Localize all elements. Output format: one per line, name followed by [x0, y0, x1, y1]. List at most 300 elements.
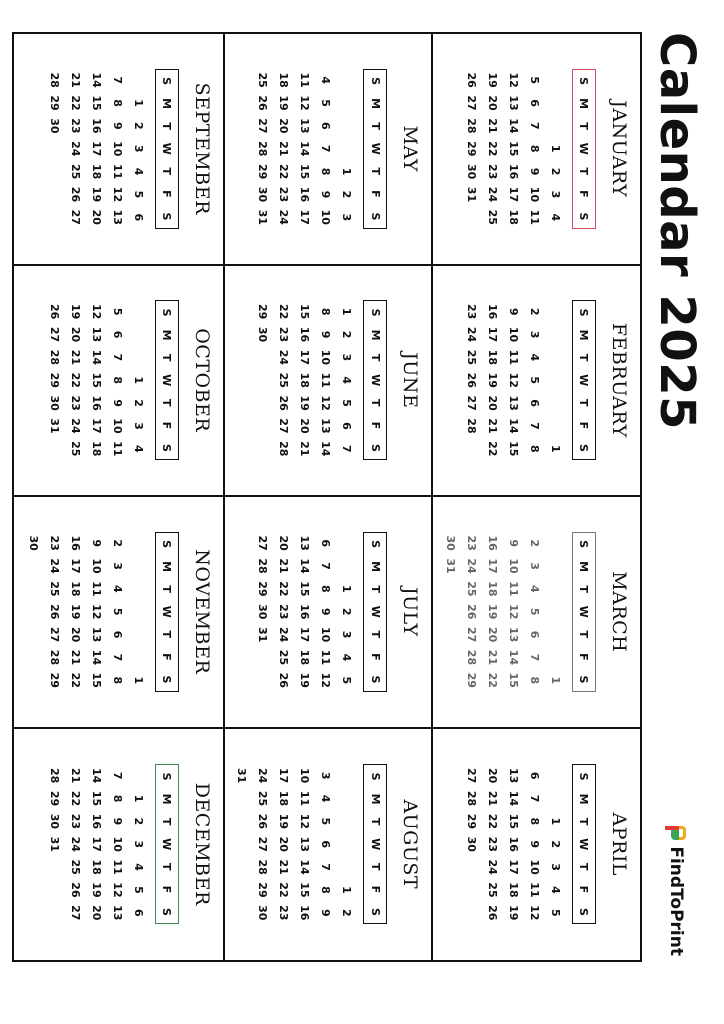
weekday-label: T: [368, 630, 382, 639]
weekday-label: S: [368, 772, 382, 781]
day-cell: 27: [256, 118, 270, 134]
day-cell: 15: [89, 372, 103, 388]
day-cell: 27: [465, 626, 478, 643]
day-cell: 6: [528, 99, 541, 107]
month-name: MAY: [399, 125, 422, 172]
day-cell: 8: [528, 444, 541, 453]
weekday-label: T: [160, 353, 174, 362]
day-cell: 12: [319, 395, 333, 411]
weekday-label: S: [577, 907, 591, 916]
day-cell: 17: [507, 859, 520, 875]
day-cell: 15: [89, 672, 103, 688]
month-name: AUGUST: [399, 799, 422, 890]
day-cell: 17: [298, 349, 312, 366]
day-cell: 7: [528, 653, 541, 662]
day-cell: 25: [486, 882, 499, 898]
day-cell: 29: [47, 95, 61, 111]
day-cell: 4: [131, 444, 145, 453]
day-cell: 4: [549, 213, 562, 222]
weekday-label: F: [368, 190, 382, 198]
weekday-header: [363, 69, 387, 229]
weekday-label: F: [577, 190, 591, 198]
day-cell: 9: [110, 817, 124, 826]
day-cell: 24: [465, 558, 478, 574]
day-cell: 27: [256, 535, 270, 551]
day-cell: 13: [298, 535, 312, 551]
weekday-label: S: [577, 212, 591, 221]
day-cell: 5: [528, 376, 541, 385]
day-cell: 29: [256, 304, 270, 320]
month-name: NOVEMBER: [190, 549, 213, 675]
weekday-label: S: [577, 675, 591, 684]
day-cell: 16: [486, 535, 499, 551]
day-cell: 16: [298, 186, 312, 203]
day-cell: 18: [277, 790, 291, 807]
day-cell: 20: [486, 768, 499, 784]
day-cell: 6: [319, 840, 333, 849]
month-october: [14, 266, 223, 498]
day-cell: 26: [486, 905, 499, 921]
day-cell: 3: [131, 422, 145, 430]
day-cell: 28: [277, 441, 291, 457]
day-cell: 25: [68, 859, 82, 875]
day-cell: 22: [486, 141, 499, 157]
day-cell: 20: [277, 535, 291, 551]
weekday-label: S: [577, 308, 591, 317]
day-cell: 15: [89, 790, 103, 807]
weekday-header: [572, 764, 596, 924]
month-may: [223, 34, 432, 266]
month-name: JUNE: [399, 352, 422, 409]
day-cell: 4: [528, 353, 541, 362]
weekday-label: W: [577, 142, 591, 155]
weekday-header: [155, 764, 179, 924]
day-cell: 23: [465, 535, 478, 551]
day-cell: 3: [340, 213, 354, 222]
weekday-label: T: [160, 585, 174, 593]
day-grid: [44, 69, 149, 229]
weekday-label: W: [160, 374, 174, 387]
day-cell: 7: [319, 144, 333, 153]
day-cell: 2: [340, 330, 354, 339]
day-cell: 13: [89, 326, 103, 343]
day-cell: 26: [68, 186, 82, 203]
day-cell: 28: [465, 649, 478, 666]
day-cell: 13: [507, 626, 520, 643]
day-cell: 7: [110, 76, 124, 84]
day-cell: 9: [110, 399, 124, 407]
day-cell: 18: [89, 859, 103, 875]
day-cell: 21: [486, 649, 499, 666]
weekday-label: S: [577, 540, 591, 548]
day-cell: 17: [298, 626, 312, 643]
day-grid: [461, 69, 566, 229]
day-cell: 11: [89, 581, 103, 597]
weekday-label: S: [160, 540, 174, 548]
month-march: [431, 497, 640, 729]
day-cell: 29: [256, 163, 270, 180]
weekday-label: W: [577, 374, 591, 387]
day-cell: 26: [277, 672, 291, 688]
day-cell: 26: [256, 813, 270, 830]
day-cell: 17: [486, 326, 499, 343]
day-cell: 3: [110, 562, 124, 570]
day-cell: 23: [68, 813, 82, 830]
day-cell: 12: [298, 95, 312, 111]
day-cell: 30: [47, 813, 61, 830]
day-cell: 12: [507, 72, 520, 88]
day-cell: 12: [507, 604, 520, 620]
day-cell: 25: [256, 790, 270, 807]
day-cell: 21: [486, 118, 499, 134]
day-cell: 27: [277, 418, 291, 434]
day-cell: 10: [89, 558, 103, 574]
day-cell: 14: [89, 72, 103, 88]
day-cell: 12: [89, 304, 103, 320]
day-cell: 20: [68, 326, 82, 343]
weekday-label: W: [368, 838, 382, 851]
month-name: FEBRUARY: [608, 322, 630, 438]
weekday-header: [155, 69, 179, 229]
weekday-label: S: [160, 675, 174, 684]
day-cell: 21: [277, 558, 291, 574]
day-cell: 29: [256, 882, 270, 898]
day-cell: 12: [528, 905, 541, 921]
day-cell: 15: [507, 141, 520, 157]
day-cell: 18: [298, 649, 312, 666]
day-cell: 28: [47, 649, 61, 666]
day-cell: 9: [319, 190, 333, 199]
month-calendar: [461, 300, 596, 460]
day-cell: 3: [131, 840, 145, 849]
day-cell: 9: [319, 330, 333, 339]
weekday-label: F: [160, 653, 174, 661]
day-cell: 19: [89, 186, 103, 203]
day-cell: 16: [507, 163, 520, 180]
day-cell: 26: [465, 604, 478, 620]
day-cell: 16: [89, 395, 103, 411]
day-cell: 23: [277, 326, 291, 343]
day-cell: 14: [89, 768, 103, 784]
day-cell: 4: [549, 886, 562, 894]
day-cell: 25: [486, 209, 499, 225]
day-grid: [440, 532, 566, 692]
day-cell: 27: [68, 209, 82, 225]
day-cell: 23: [486, 836, 499, 852]
day-cell: 5: [528, 607, 541, 616]
day-cell: 22: [486, 441, 499, 457]
day-cell: 19: [277, 95, 291, 111]
day-cell: 27: [68, 905, 82, 921]
month-name: JULY: [399, 586, 422, 637]
month-name: MARCH: [608, 571, 630, 653]
day-cell: 24: [68, 418, 82, 434]
month-july: [223, 497, 432, 729]
day-cell: 15: [298, 882, 312, 898]
day-cell: 2: [340, 190, 354, 199]
day-cell: 11: [528, 209, 541, 225]
day-cell: 20: [486, 95, 499, 111]
day-cell: 6: [528, 771, 541, 780]
day-cell: 10: [319, 626, 333, 643]
day-cell: 12: [110, 882, 124, 898]
weekday-label: T: [577, 399, 591, 407]
day-cell: 7: [528, 122, 541, 130]
day-cell: 8: [110, 99, 124, 107]
day-cell: 9: [528, 167, 541, 176]
day-cell: 27: [465, 768, 478, 784]
day-cell: 27: [465, 395, 478, 411]
brand-name: FindToPrint: [666, 846, 686, 956]
day-cell: 6: [131, 908, 145, 917]
day-cell: 13: [110, 905, 124, 921]
day-cell: 5: [110, 607, 124, 616]
day-cell: 24: [68, 141, 82, 157]
day-cell: 30: [444, 535, 457, 551]
day-cell: 2: [528, 539, 541, 547]
day-cell: 3: [549, 863, 562, 871]
day-cell: 19: [89, 882, 103, 898]
day-cell: 23: [68, 118, 82, 134]
day-cell: 19: [277, 813, 291, 830]
weekday-label: M: [577, 561, 591, 573]
weekday-label: S: [160, 443, 174, 452]
day-cell: 20: [277, 118, 291, 134]
month-november: [14, 497, 223, 729]
day-cell: 18: [507, 209, 520, 225]
day-cell: 18: [298, 372, 312, 388]
weekday-label: S: [368, 675, 382, 684]
day-cell: 7: [110, 771, 124, 780]
day-cell: 31: [256, 209, 270, 225]
day-cell: 20: [89, 209, 103, 225]
day-cell: 12: [298, 813, 312, 830]
day-cell: 12: [319, 672, 333, 688]
day-cell: 9: [89, 539, 103, 547]
day-grid: [252, 69, 357, 229]
day-cell: 2: [110, 539, 124, 547]
weekday-header: [572, 300, 596, 460]
weekday-label: S: [577, 443, 591, 452]
day-cell: 2: [549, 167, 562, 176]
day-cell: 4: [340, 376, 354, 385]
day-cell: 31: [465, 186, 478, 203]
day-cell: 28: [256, 141, 270, 157]
page-title: Calendar 2025: [649, 32, 705, 431]
day-cell: 1: [340, 886, 354, 894]
day-cell: 29: [47, 672, 61, 688]
day-cell: 8: [110, 794, 124, 803]
day-cell: 4: [131, 167, 145, 176]
day-cell: 11: [319, 372, 333, 388]
weekday-label: S: [368, 907, 382, 916]
day-cell: 28: [256, 558, 270, 574]
day-cell: 17: [277, 768, 291, 784]
day-cell: 29: [47, 790, 61, 807]
day-cell: 6: [528, 399, 541, 407]
day-cell: 8: [319, 886, 333, 894]
day-cell: 18: [486, 581, 499, 597]
day-cell: 16: [298, 604, 312, 620]
day-cell: 21: [68, 649, 82, 666]
day-cell: 7: [319, 562, 333, 570]
day-cell: 21: [68, 72, 82, 88]
day-cell: 19: [486, 604, 499, 620]
day-cell: 11: [110, 441, 124, 457]
day-cell: 12: [89, 604, 103, 620]
weekday-label: T: [160, 817, 174, 826]
day-cell: 24: [68, 836, 82, 852]
weekday-label: S: [368, 443, 382, 452]
day-cell: 18: [89, 163, 103, 180]
weekday-label: T: [577, 353, 591, 362]
day-cell: 20: [68, 626, 82, 643]
day-cell: 5: [319, 817, 333, 826]
month-name: OCTOBER: [190, 328, 213, 433]
day-cell: 17: [298, 209, 312, 225]
day-cell: 13: [319, 418, 333, 434]
weekday-label: S: [368, 540, 382, 548]
weekday-label: M: [368, 329, 382, 341]
weekday-label: F: [160, 885, 174, 894]
day-cell: 22: [486, 672, 499, 688]
weekday-label: F: [160, 421, 174, 430]
day-cell: 27: [47, 326, 61, 343]
day-cell: 31: [256, 626, 270, 643]
weekday-header: [363, 764, 387, 924]
day-cell: 2: [340, 908, 354, 917]
weekday-header: [155, 300, 179, 460]
day-cell: 13: [298, 836, 312, 852]
day-cell: 2: [131, 399, 145, 407]
day-cell: 2: [528, 307, 541, 316]
day-cell: 9: [507, 539, 520, 547]
day-cell: 16: [89, 118, 103, 134]
weekday-label: M: [368, 98, 382, 110]
weekday-label: M: [368, 793, 382, 805]
month-august: [223, 729, 432, 961]
day-cell: 4: [131, 863, 145, 871]
day-cell: 13: [507, 95, 520, 111]
day-cell: 19: [298, 672, 312, 688]
day-cell: 11: [110, 859, 124, 875]
day-cell: 25: [277, 649, 291, 666]
day-cell: 26: [47, 304, 61, 320]
day-grid: [23, 532, 149, 692]
day-cell: 11: [298, 790, 312, 807]
weekday-label: M: [368, 561, 382, 573]
day-cell: 10: [507, 558, 520, 574]
day-cell: 2: [340, 607, 354, 616]
day-cell: 17: [89, 418, 103, 434]
weekday-label: M: [577, 793, 591, 805]
weekday-label: S: [577, 772, 591, 781]
weekday-header: [572, 69, 596, 229]
day-cell: 9: [528, 840, 541, 849]
day-cell: 14: [507, 649, 520, 666]
day-grid: [44, 764, 149, 924]
day-cell: 7: [319, 863, 333, 871]
day-cell: 24: [277, 349, 291, 366]
day-cell: 29: [465, 813, 478, 830]
day-cell: 25: [68, 163, 82, 180]
month-calendar: [44, 300, 179, 460]
day-cell: 27: [465, 95, 478, 111]
brand-logo: [660, 825, 692, 956]
month-name: DECEMBER: [190, 782, 213, 906]
day-cell: 28: [256, 859, 270, 875]
day-cell: 8: [528, 676, 541, 685]
day-cell: 7: [528, 422, 541, 430]
day-cell: 2: [549, 840, 562, 849]
day-cell: 13: [507, 768, 520, 784]
day-cell: 5: [340, 676, 354, 685]
day-cell: 30: [256, 186, 270, 203]
day-cell: 13: [89, 626, 103, 643]
day-cell: 13: [507, 395, 520, 411]
day-cell: 15: [89, 95, 103, 111]
day-cell: 19: [68, 304, 82, 320]
weekday-label: S: [368, 308, 382, 317]
day-cell: 21: [277, 141, 291, 157]
day-cell: 10: [319, 349, 333, 366]
day-cell: 9: [110, 122, 124, 130]
day-cell: 24: [465, 326, 478, 343]
day-cell: 26: [465, 372, 478, 388]
day-cell: 10: [528, 859, 541, 875]
weekday-header: [572, 532, 596, 692]
day-cell: 30: [465, 836, 478, 852]
day-cell: 25: [465, 581, 478, 597]
day-cell: 18: [68, 581, 82, 597]
day-cell: 16: [507, 836, 520, 852]
day-cell: 9: [319, 908, 333, 917]
day-cell: 26: [277, 395, 291, 411]
weekday-label: T: [368, 585, 382, 593]
day-cell: 26: [68, 882, 82, 898]
day-cell: 6: [110, 330, 124, 339]
weekday-label: T: [160, 863, 174, 871]
month-calendar: [252, 300, 387, 460]
day-cell: 1: [340, 307, 354, 316]
day-cell: 7: [528, 794, 541, 803]
day-cell: 30: [26, 535, 40, 551]
day-cell: 11: [319, 649, 333, 666]
day-cell: 24: [486, 859, 499, 875]
weekday-label: M: [160, 561, 174, 573]
day-cell: 11: [298, 72, 312, 88]
day-cell: 11: [110, 163, 124, 180]
weekday-label: M: [160, 793, 174, 805]
weekday-label: T: [368, 353, 382, 362]
month-grid: [12, 32, 642, 962]
day-cell: 5: [110, 307, 124, 316]
day-cell: 21: [277, 859, 291, 875]
day-cell: 1: [549, 444, 562, 453]
day-cell: 5: [131, 190, 145, 199]
day-cell: 22: [68, 95, 82, 111]
day-cell: 14: [298, 558, 312, 574]
day-cell: 11: [507, 581, 520, 597]
weekday-label: T: [577, 863, 591, 871]
day-cell: 15: [507, 441, 520, 457]
weekday-label: S: [368, 212, 382, 221]
day-cell: 28: [465, 118, 478, 134]
day-cell: 26: [47, 604, 61, 620]
weekday-label: M: [160, 98, 174, 110]
month-calendar: [23, 532, 179, 692]
day-cell: 5: [549, 908, 562, 917]
